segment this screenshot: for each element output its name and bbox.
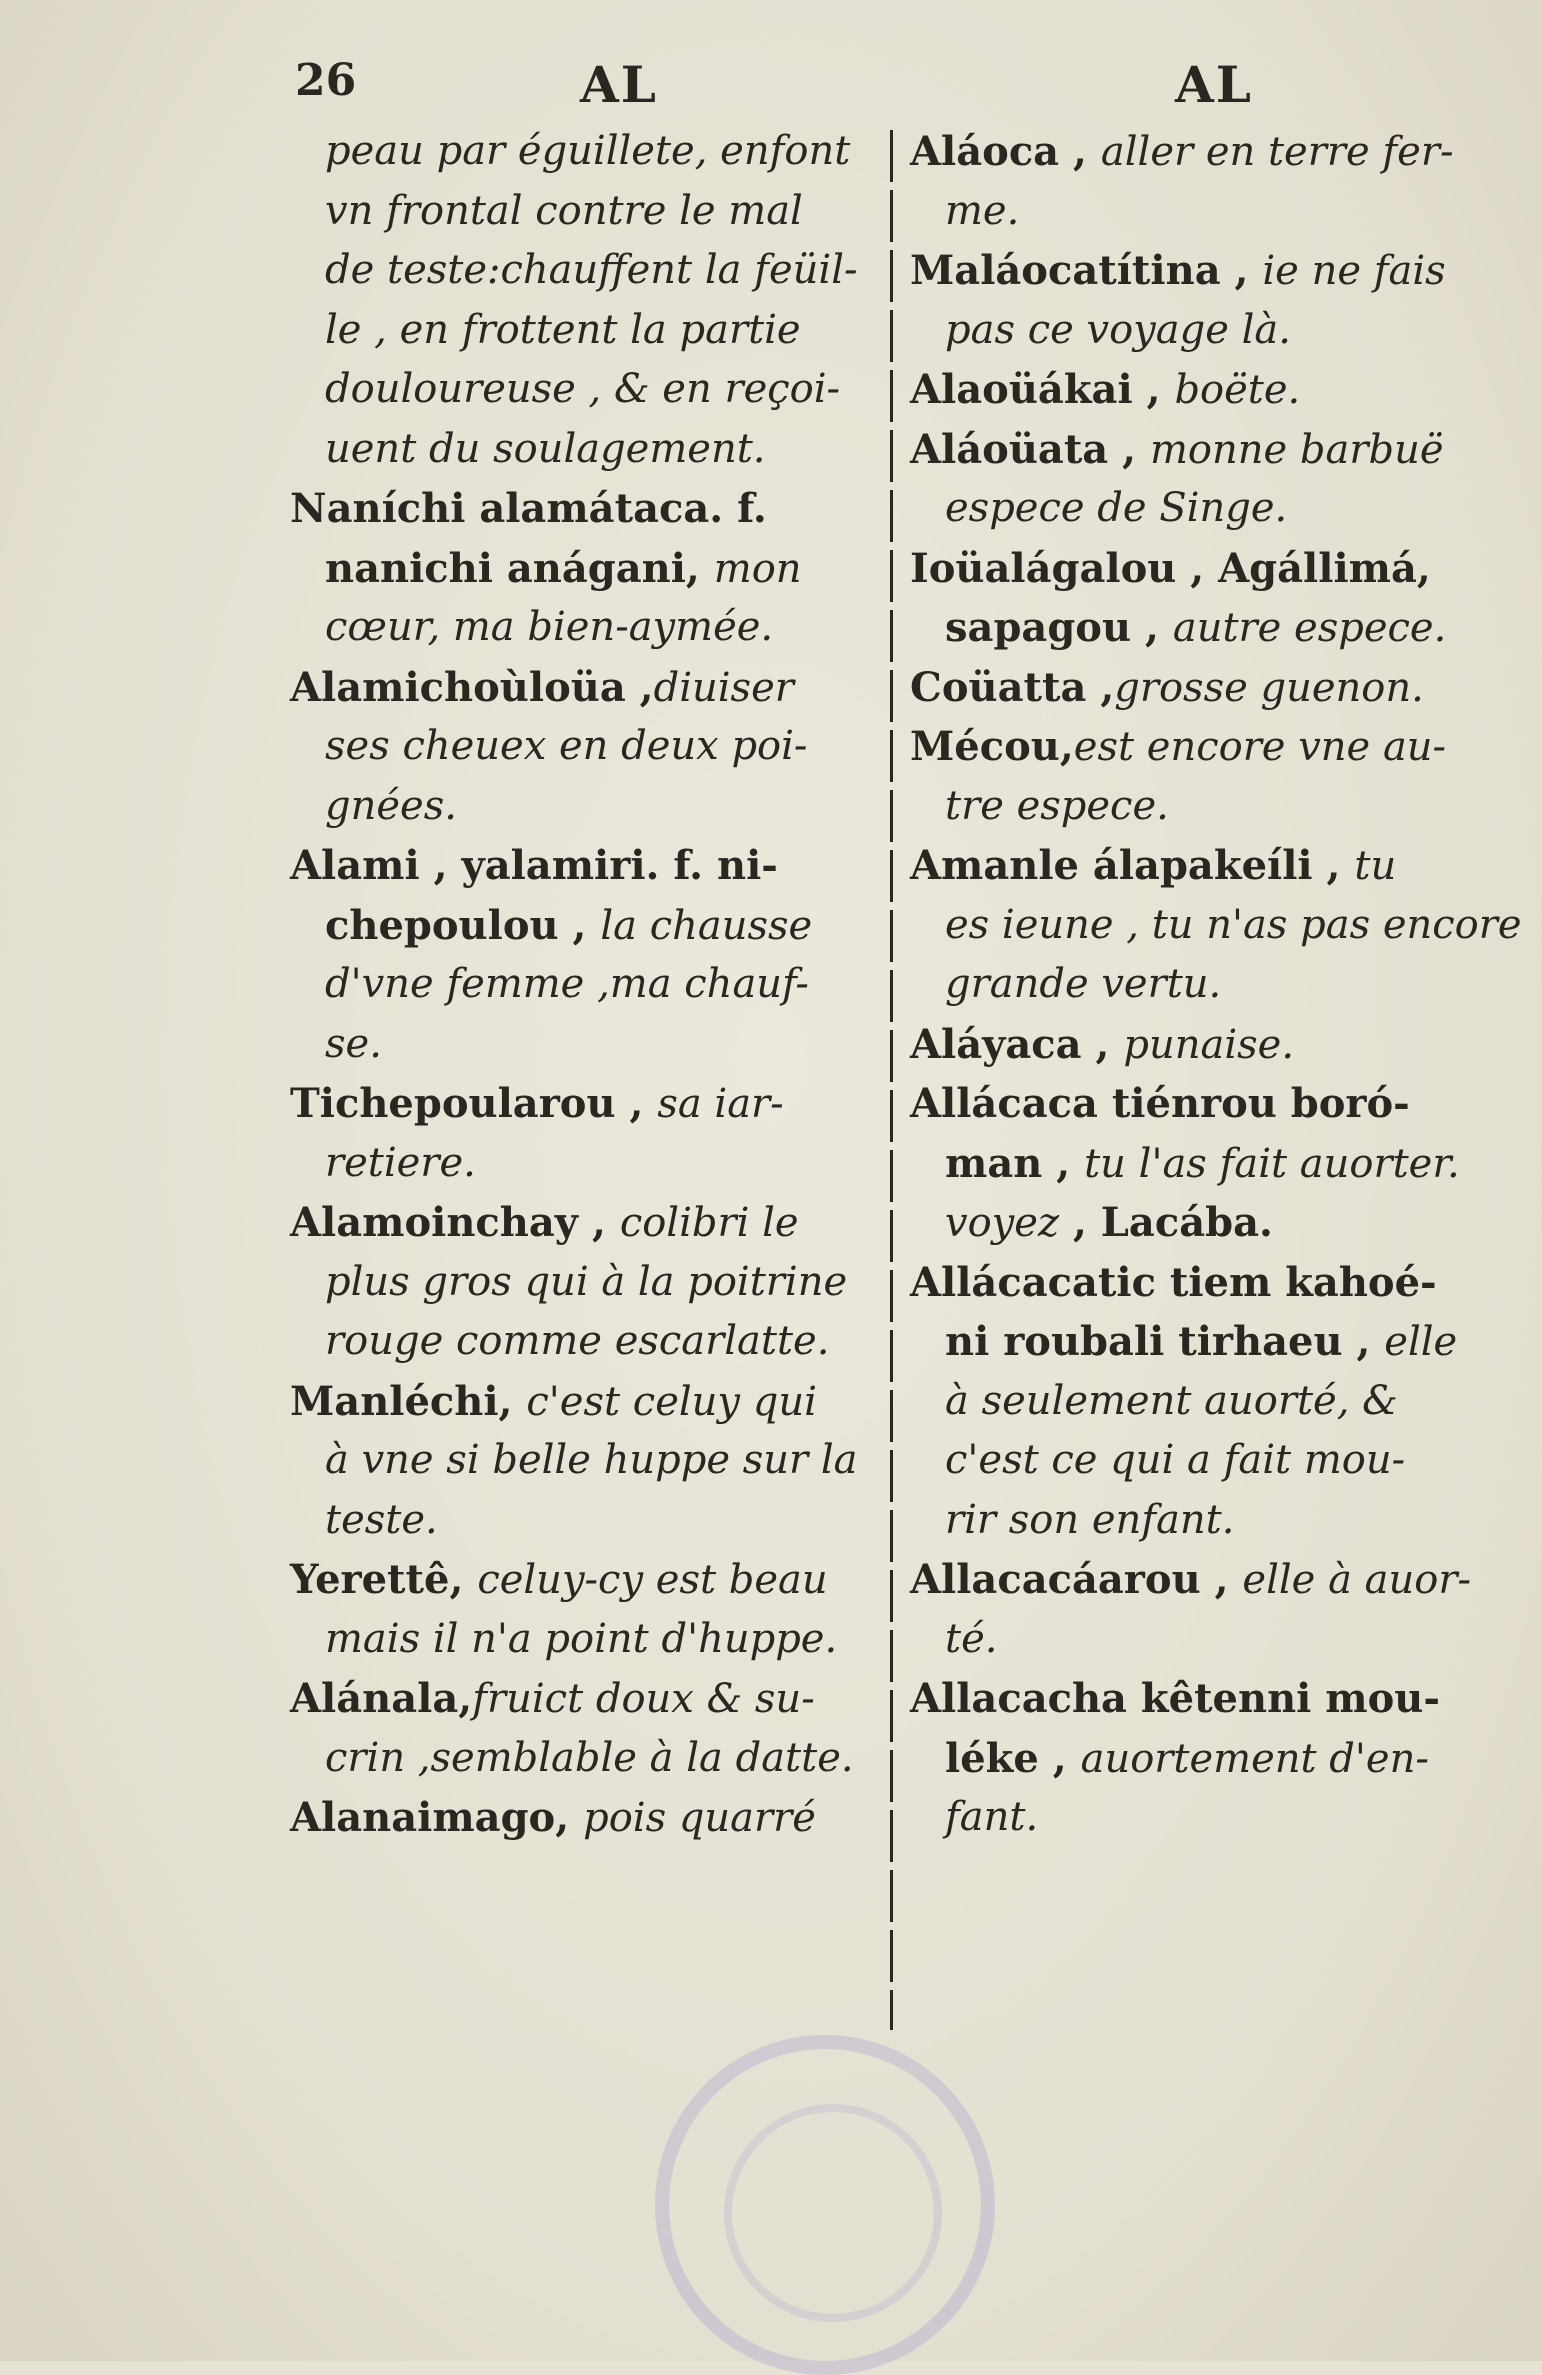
headword-text: Aláoca , (910, 128, 1101, 175)
headword-text: nanichi anágani, (325, 544, 714, 592)
gloss-text: es ieune , tu n'as pas encore (945, 901, 1522, 948)
gloss-text: mon (713, 545, 802, 592)
headword-text: Manléchi, (290, 1377, 527, 1425)
headword-text: Alamoinchay , (290, 1199, 620, 1246)
gloss-text: fruict doux & su- (472, 1676, 815, 1722)
dictionary-line (290, 1074, 880, 1134)
dictionary-line (910, 420, 1500, 480)
dictionary-line (290, 1134, 880, 1194)
dictionary-line (290, 360, 880, 420)
gloss-text: tre espece. (945, 782, 1169, 829)
dictionary-line (910, 479, 1500, 539)
column-divider (890, 130, 893, 2030)
dictionary-line (910, 1669, 1500, 1729)
headword-text: , Lacába. (1059, 1199, 1273, 1246)
gloss-text: à vne si belle huppe sur la (325, 1437, 858, 1483)
gloss-text: tu (1354, 843, 1397, 889)
gloss-text: monne barbuë (1150, 426, 1444, 473)
library-stamp (655, 2035, 995, 2375)
dictionary-line (910, 896, 1522, 956)
headword-text: Alánala, (290, 1675, 473, 1722)
dictionary-line (910, 241, 1500, 301)
dictionary-line (290, 241, 880, 301)
gloss-text: autre espece. (1172, 605, 1447, 651)
gloss-text: boëte. (1174, 367, 1301, 413)
dictionary-line (910, 1193, 1500, 1253)
gloss-text: elle (1384, 1319, 1458, 1365)
gloss-text: ses cheuex en deux poi- (325, 723, 808, 769)
gloss-text: me. (945, 187, 1020, 234)
gloss-text: fant. (945, 1794, 1039, 1840)
gloss-text: est encore vne au- (1073, 724, 1447, 770)
gloss-text: gnées. (325, 782, 457, 829)
running-head-left: AL (580, 55, 658, 114)
dictionary-line (290, 658, 880, 718)
headword-text: Naníchi alamátaca. f. (290, 485, 767, 532)
dictionary-line (290, 717, 880, 777)
headword-text: Yerettê, (290, 1556, 478, 1603)
gloss-text: vn frontal contre le mal (325, 187, 803, 234)
dictionary-line (910, 1788, 1500, 1848)
dictionary-line (910, 1015, 1500, 1075)
gloss-text: rir son enfant. (945, 1496, 1235, 1543)
dictionary-line (290, 896, 880, 956)
gloss-text: colibri le (619, 1200, 799, 1246)
dictionary-line (290, 836, 880, 896)
left-column (290, 122, 880, 1848)
headword-text: Ioüalágalou , Agállimá, (910, 544, 1431, 592)
headword-text: Allácacatic tiem kahoé- (910, 1258, 1437, 1306)
gloss-text: cœur, ma bien-aymée. (325, 604, 774, 650)
gloss-text: à seulement auorté, & (945, 1377, 1398, 1424)
headword-text: ni roubali tirhaeu , (945, 1318, 1385, 1365)
headword-text: sapagou , (945, 604, 1173, 651)
gloss-text: diuiser (653, 664, 794, 711)
dictionary-line (290, 1431, 880, 1491)
dictionary-line (910, 360, 1500, 420)
dictionary-line (910, 1134, 1500, 1194)
headword-text: Maláocatítina , (910, 247, 1263, 294)
headword-text: Amanle álapakeíli , (910, 842, 1355, 889)
gloss-text: teste. (325, 1496, 438, 1543)
gloss-text: tu l'as fait auorter. (1084, 1140, 1460, 1187)
dictionary-line (290, 1729, 880, 1789)
dictionary-line (290, 1669, 880, 1729)
dictionary-line (910, 836, 1500, 896)
gloss-text: d'vne femme ,ma chauf- (325, 961, 809, 1007)
dictionary-line (910, 122, 1500, 182)
gloss-text: mais il n'a point d'huppe. (325, 1615, 838, 1662)
library-stamp-inner-ring (724, 2104, 942, 2322)
headword-text: Allacacha kêtenni mou- (910, 1675, 1440, 1722)
dictionary-line (290, 1372, 880, 1432)
dictionary-line (910, 1550, 1500, 1610)
dictionary-line (910, 1729, 1500, 1789)
gloss-text: rouge comme escarlatte. (325, 1318, 830, 1364)
gloss-text: douloureuse , & en reçoi- (325, 366, 841, 412)
page-number: 26 (295, 55, 357, 106)
gloss-text: elle à auor- (1242, 1557, 1471, 1603)
gloss-text: uent du soulagement. (325, 425, 766, 472)
dictionary-line (290, 539, 880, 599)
dictionary-line (290, 1253, 880, 1313)
gloss-text: grande vertu. (945, 961, 1222, 1007)
dictionary-line (290, 1610, 880, 1670)
headword-text: Allacacáarou , (910, 1556, 1243, 1603)
dictionary-line (290, 1312, 880, 1372)
headword-text: léke , (945, 1734, 1081, 1782)
gloss-text: de teste:chauffent la feüil- (325, 247, 858, 293)
gloss-text: voyez (945, 1200, 1060, 1246)
gloss-text: aller en terre fer- (1100, 129, 1454, 175)
gloss-text: peau par éguillete, enfont (325, 128, 851, 174)
gloss-text: la chausse (600, 902, 813, 949)
headword-text: chepoulou , (325, 901, 601, 949)
dictionary-line (290, 1550, 880, 1610)
dictionary-line (290, 955, 880, 1015)
gloss-text: c'est ce qui a fait mou- (945, 1437, 1406, 1483)
dictionary-line (910, 1312, 1500, 1372)
headword-text: Alami , yalamiri. f. ni- (290, 842, 778, 889)
dictionary-line (910, 301, 1500, 361)
headword-text: Allácaca tiénrou boró- (910, 1080, 1410, 1127)
headword-text: Alamichoùloüa , (290, 663, 654, 711)
gloss-text: ie ne fais (1262, 248, 1446, 294)
dictionary-line (910, 955, 1500, 1015)
dictionary-line (910, 1253, 1500, 1313)
dictionary-line (290, 182, 880, 242)
gloss-text: se. (325, 1020, 382, 1067)
gloss-text: té. (945, 1615, 998, 1662)
gloss-text: le , en frottent la partie (325, 306, 801, 353)
page-header (0, 55, 1542, 125)
dictionary-line (910, 1431, 1500, 1491)
dictionary-line (290, 598, 880, 658)
headword-text: Mécou, (910, 723, 1074, 770)
gloss-text: celuy-cy est beau (477, 1557, 828, 1603)
dictionary-line (290, 1491, 880, 1551)
gloss-text: plus gros qui à la poitrine (325, 1258, 848, 1305)
headword-text: Aláoüata , (910, 425, 1150, 473)
dictionary-line (290, 777, 880, 837)
dictionary-line (910, 777, 1500, 837)
gloss-text: c'est celuy qui (526, 1378, 817, 1425)
dictionary-line (290, 1788, 880, 1848)
dictionary-line (910, 1491, 1500, 1551)
gloss-text: grosse guenon. (1114, 664, 1424, 711)
dictionary-line (910, 1372, 1500, 1432)
headword-text: man , (945, 1139, 1085, 1187)
dictionary-line (910, 539, 1500, 599)
gloss-text: auortement d'en- (1080, 1735, 1429, 1782)
dictionary-line (290, 1193, 880, 1253)
dictionary-line (910, 182, 1500, 242)
headword-text: Aláyaca , (910, 1020, 1124, 1068)
gloss-text: pas ce voyage là. (945, 306, 1291, 353)
dictionary-line (910, 717, 1500, 777)
dictionary-line (290, 301, 880, 361)
dictionary-line (290, 420, 880, 480)
dictionary-line (290, 122, 880, 182)
gloss-text: punaise. (1123, 1021, 1295, 1068)
dictionary-line (910, 658, 1500, 718)
running-head-right: AL (1175, 55, 1253, 114)
dictionary-line (910, 598, 1500, 658)
gloss-text: sa iar- (657, 1081, 784, 1127)
dictionary-line (910, 1074, 1500, 1134)
headword-text: Alanaimago, (290, 1794, 584, 1841)
gloss-text: crin ,semblable à la datte. (325, 1734, 854, 1781)
gloss-text: retiere. (325, 1139, 476, 1186)
headword-text: Alaoüákai , (910, 366, 1175, 413)
headword-text: Tichepoularou , (290, 1080, 658, 1127)
gloss-text: pois quarré (583, 1795, 816, 1841)
right-column (910, 122, 1522, 1848)
dictionary-line (910, 1610, 1500, 1670)
headword-text: Coüatta , (910, 663, 1115, 711)
dictionary-line (290, 1015, 880, 1075)
gloss-text: espece de Singe. (945, 485, 1288, 531)
dictionary-line (290, 479, 880, 539)
